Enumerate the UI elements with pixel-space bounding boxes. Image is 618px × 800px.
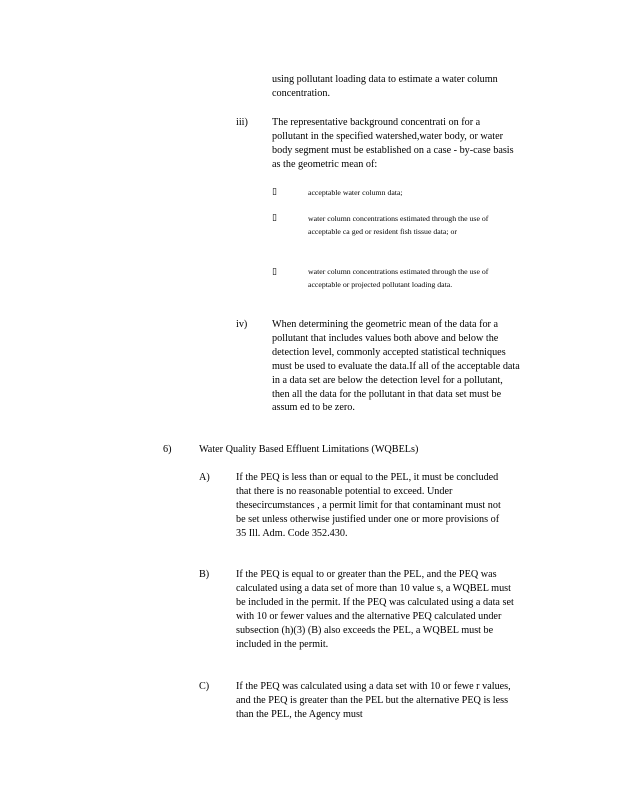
item-iii-paragraph: The representative background concentrati on for a pollutant in the specified watershed,water body, or water body segment must be established on a case - by-case basis as the geometric mean of: — [272, 117, 514, 170]
bullet-item-1: acceptable water column data; — [308, 188, 403, 197]
subsection-b-paragraph: If the PEQ is equal to or greater than the PEL, and the PEQ was calculated using a data set of more than 10 value s, a WQBEL must be included in the permit. If the PEQ was calculated using a data set with 10 or fewer values and the alternative PEQ calculated under subsection (h)(3) (B) also exceeds the PEL, a WQBEL must be included in the permit. — [236, 569, 514, 650]
section-6-heading: Water Quality Based Effluent Limitations (WQBELs) — [199, 444, 419, 455]
bullet-item-3: water column concentrations estimated through the use of acceptable or projected pollutant loading data. — [308, 267, 489, 290]
item-iv-marker: iv) — [236, 319, 248, 330]
subsection-c-marker: C) — [199, 681, 210, 692]
section-6-marker: 6) — [163, 444, 172, 455]
subsection-a-marker: A) — [199, 472, 210, 483]
subsection-b-marker: B) — [199, 569, 210, 580]
bullet-glyph: ▯ — [272, 186, 277, 196]
subsection-c-paragraph: If the PEQ was calculated using a data set with 10 or fewe r values, and the PEQ is greater than the PEL but the alternative PEQ is less than the PEL, the Agency must — [236, 681, 511, 720]
bullet-glyph: ▯ — [272, 266, 277, 276]
intro-paragraph: using pollutant loading data to estimate a water column concentration. — [272, 74, 498, 99]
subsection-a-paragraph: If the PEQ is less than or equal to the PEL, it must be concluded that there is no reasonable potential to exceed. Under thesecircumstances , a permit limit for that contaminant must not be set unless otherwise justified under one or more provisions of 35 Ill. Adm. Code 352.430. — [236, 472, 501, 539]
bullet-item-2: water column concentrations estimated through the use of acceptable ca ged or resident fish tissue data; or — [308, 214, 489, 237]
item-iii-marker: iii) — [236, 117, 248, 128]
item-iv-paragraph: When determining the geometric mean of the data for a pollutant that includes values both above and below the detection level, commonly accepted statistical techniques must be used to evaluate the data.If all of the acceptable data in a data set are below the detection level for a pollutant, then all the data for the pollutant in that data set must be assum ed to be zero. — [272, 319, 520, 414]
bullet-glyph: ▯ — [272, 212, 277, 222]
